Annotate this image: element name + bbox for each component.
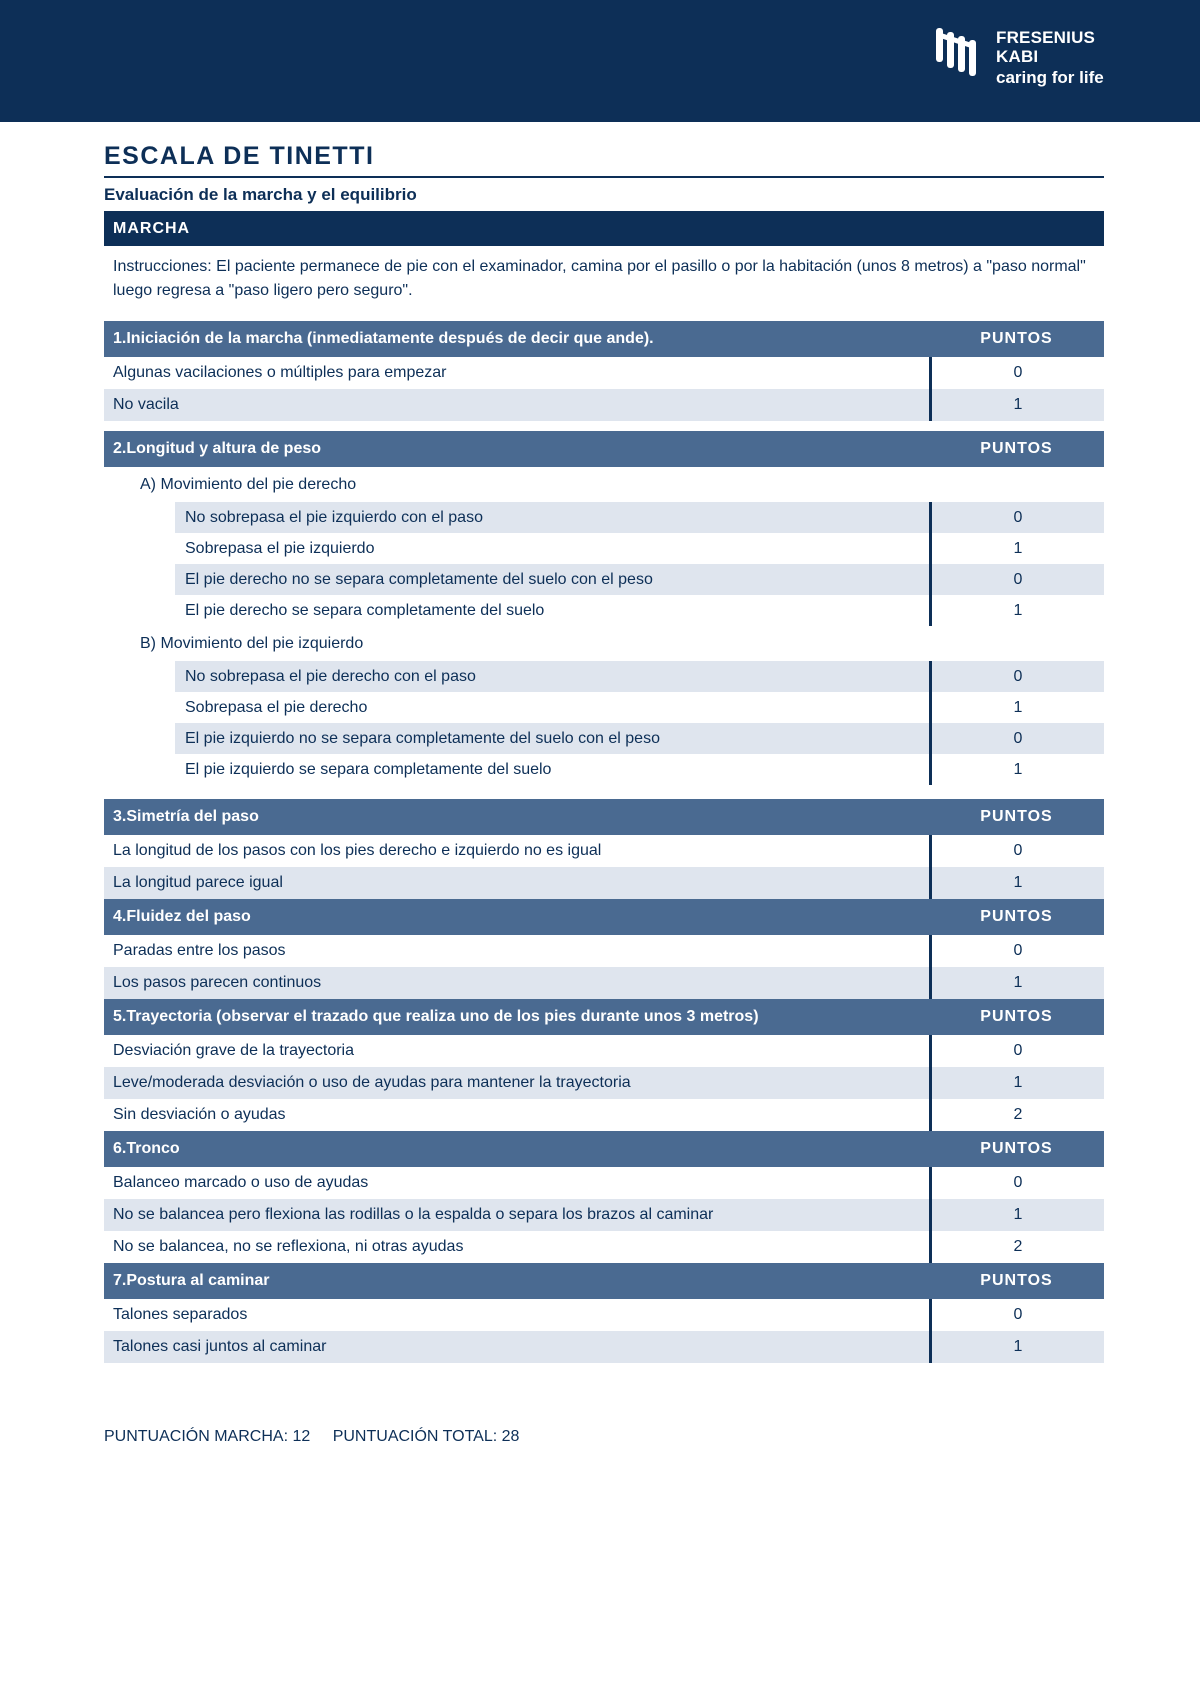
row-points: 0 bbox=[929, 1299, 1104, 1331]
row-points: 0 bbox=[929, 723, 1104, 754]
question-5-block bbox=[104, 999, 1104, 1131]
row-points: 0 bbox=[929, 502, 1104, 533]
row-points: 0 bbox=[929, 564, 1104, 595]
total-score: PUNTUACIÓN TOTAL: 28 bbox=[332, 1428, 520, 1445]
row-points: 1 bbox=[929, 754, 1104, 785]
row-points: 0 bbox=[929, 1167, 1104, 1199]
brand-tagline: caring for life bbox=[996, 68, 1104, 87]
row-points: 0 bbox=[929, 357, 1104, 389]
question-4-block bbox=[104, 899, 1104, 999]
table-row bbox=[104, 502, 1104, 533]
question-header bbox=[104, 1131, 1104, 1167]
table-row bbox=[104, 533, 1104, 564]
question-header bbox=[104, 899, 1104, 935]
row-points: 0 bbox=[929, 661, 1104, 692]
row-text: El pie izquierdo no se separa completamente del suelo con el peso bbox=[175, 723, 929, 754]
question-1-block bbox=[104, 321, 1104, 421]
row-text: No se balancea, no se reflexiona, ni otras ayudas bbox=[113, 1238, 464, 1255]
table-row bbox=[104, 867, 1104, 899]
table-row bbox=[104, 389, 1104, 421]
question-title: 7.Postura al caminar bbox=[113, 1272, 270, 1289]
table-row bbox=[104, 357, 1104, 389]
row-text: Sobrepasa el pie derecho bbox=[185, 698, 368, 716]
table-row bbox=[104, 835, 1104, 867]
page-subtitle: Evaluación de la marcha y el equilibrio bbox=[104, 185, 417, 204]
sub-section-label: B) Movimiento del pie izquierdo bbox=[140, 634, 364, 652]
fresenius-kabi-logo-icon bbox=[934, 28, 984, 76]
question-title: 6.Tronco bbox=[113, 1140, 180, 1157]
points-header: PUNTOS bbox=[980, 1008, 1053, 1025]
question-header bbox=[104, 799, 1104, 835]
question-title: 3.Simetría del paso bbox=[113, 808, 259, 825]
row-text: Desviación grave de la trayectoria bbox=[113, 1042, 355, 1059]
points-header: PUNTOS bbox=[980, 440, 1053, 457]
row-text: Los pasos parecen continuos bbox=[113, 974, 322, 991]
row-points: 1 bbox=[929, 867, 1104, 899]
question-title: 4.Fluidez del paso bbox=[113, 908, 251, 925]
row-text: Algunas vacilaciones o múltiples para empezar bbox=[113, 364, 447, 381]
row-points: 0 bbox=[929, 1035, 1104, 1067]
row-text: El pie derecho no se separa completamente del suelo con el peso bbox=[175, 564, 929, 595]
table-row bbox=[104, 564, 1104, 595]
row-points: 2 bbox=[929, 1231, 1104, 1263]
row-points: 1 bbox=[929, 1199, 1104, 1231]
question-6-block bbox=[104, 1131, 1104, 1263]
table-row bbox=[104, 1067, 1104, 1099]
row-text: Paradas entre los pasos bbox=[113, 942, 286, 959]
question-header bbox=[104, 999, 1104, 1035]
title-divider bbox=[104, 176, 1104, 178]
brand-name-line2: KABI bbox=[996, 47, 1039, 66]
score-summary bbox=[104, 1428, 537, 1446]
table-row bbox=[104, 595, 1104, 626]
row-text: No sobrepasa el pie izquierdo con el paso bbox=[175, 502, 929, 533]
row-text: No sobrepasa el pie derecho con el paso bbox=[175, 661, 929, 692]
row-points: 1 bbox=[929, 692, 1104, 723]
section-header-marcha: MARCHA bbox=[104, 211, 1104, 246]
row-text: No vacila bbox=[113, 396, 179, 413]
table-row bbox=[104, 661, 1104, 692]
instructions-text: Instrucciones: El paciente permanece de pie con el examinador, camina por el pasillo o por la habitación (unos 8 metros) a "paso normal" luego regresa a "paso ligero pero seguro". bbox=[113, 258, 1086, 299]
row-points: 1 bbox=[929, 389, 1104, 421]
table-row bbox=[104, 754, 1104, 785]
question-2-block bbox=[104, 431, 1104, 785]
table-row bbox=[104, 692, 1104, 723]
top-banner bbox=[0, 0, 1200, 122]
table-row bbox=[104, 1167, 1104, 1199]
question-header bbox=[104, 431, 1104, 467]
row-points: 1 bbox=[929, 533, 1104, 564]
row-text: Leve/moderada desviación o uso de ayudas para mantener la trayectoria bbox=[113, 1074, 631, 1091]
row-text: No se balancea pero flexiona las rodillas o la espalda o separa los brazos al caminar bbox=[113, 1206, 714, 1223]
points-header: PUNTOS bbox=[980, 1140, 1053, 1157]
brand-name-line1: FRESENIUS bbox=[996, 28, 1096, 47]
document-body bbox=[104, 142, 1104, 1363]
question-title: 1.Iniciación de la marcha (inmediatamente después de decir que ande). bbox=[113, 330, 654, 347]
gait-score: PUNTUACIÓN MARCHA: 12 bbox=[104, 1428, 311, 1445]
row-text: El pie izquierdo se separa completamente del suelo bbox=[185, 760, 552, 778]
row-text: Talones separados bbox=[113, 1306, 248, 1323]
question-title: 5.Trayectoria (observar el trazado que realiza uno de los pies durante unos 3 metros) bbox=[113, 1008, 759, 1025]
table-row bbox=[104, 1299, 1104, 1331]
row-points: 1 bbox=[929, 1067, 1104, 1099]
row-text: Sobrepasa el pie izquierdo bbox=[185, 539, 375, 557]
question-7-block bbox=[104, 1263, 1104, 1363]
row-points: 1 bbox=[929, 967, 1104, 999]
row-points: 0 bbox=[929, 935, 1104, 967]
points-header: PUNTOS bbox=[980, 330, 1053, 347]
table-row bbox=[104, 1231, 1104, 1263]
table-row bbox=[104, 1199, 1104, 1231]
question-header bbox=[104, 1263, 1104, 1299]
row-points: 0 bbox=[929, 835, 1104, 867]
row-text: El pie derecho se separa completamente del suelo bbox=[185, 601, 545, 619]
row-text: La longitud de los pasos con los pies derecho e izquierdo no es igual bbox=[113, 842, 602, 859]
row-text: La longitud parece igual bbox=[113, 874, 283, 891]
table-row bbox=[104, 935, 1104, 967]
table-row bbox=[104, 1331, 1104, 1363]
brand-logo bbox=[934, 28, 1104, 90]
row-text: Sin desviación o ayudas bbox=[113, 1106, 286, 1123]
table-row bbox=[104, 967, 1104, 999]
question-title: 2.Longitud y altura de peso bbox=[113, 440, 322, 457]
row-text: Balanceo marcado o uso de ayudas bbox=[113, 1174, 369, 1191]
row-points: 1 bbox=[929, 1331, 1104, 1363]
table-row bbox=[104, 723, 1104, 754]
points-header: PUNTOS bbox=[980, 908, 1053, 925]
points-header: PUNTOS bbox=[980, 1272, 1053, 1289]
row-text: Talones casi juntos al caminar bbox=[113, 1338, 327, 1355]
table-row bbox=[104, 1035, 1104, 1067]
points-header: PUNTOS bbox=[980, 808, 1053, 825]
page-title: ESCALA DE TINETTI bbox=[104, 142, 375, 170]
row-points: 1 bbox=[929, 595, 1104, 626]
question-3-block bbox=[104, 799, 1104, 899]
row-points: 2 bbox=[929, 1099, 1104, 1131]
question-header bbox=[104, 321, 1104, 357]
table-row bbox=[104, 1099, 1104, 1131]
sub-section-label: A) Movimiento del pie derecho bbox=[140, 475, 357, 493]
